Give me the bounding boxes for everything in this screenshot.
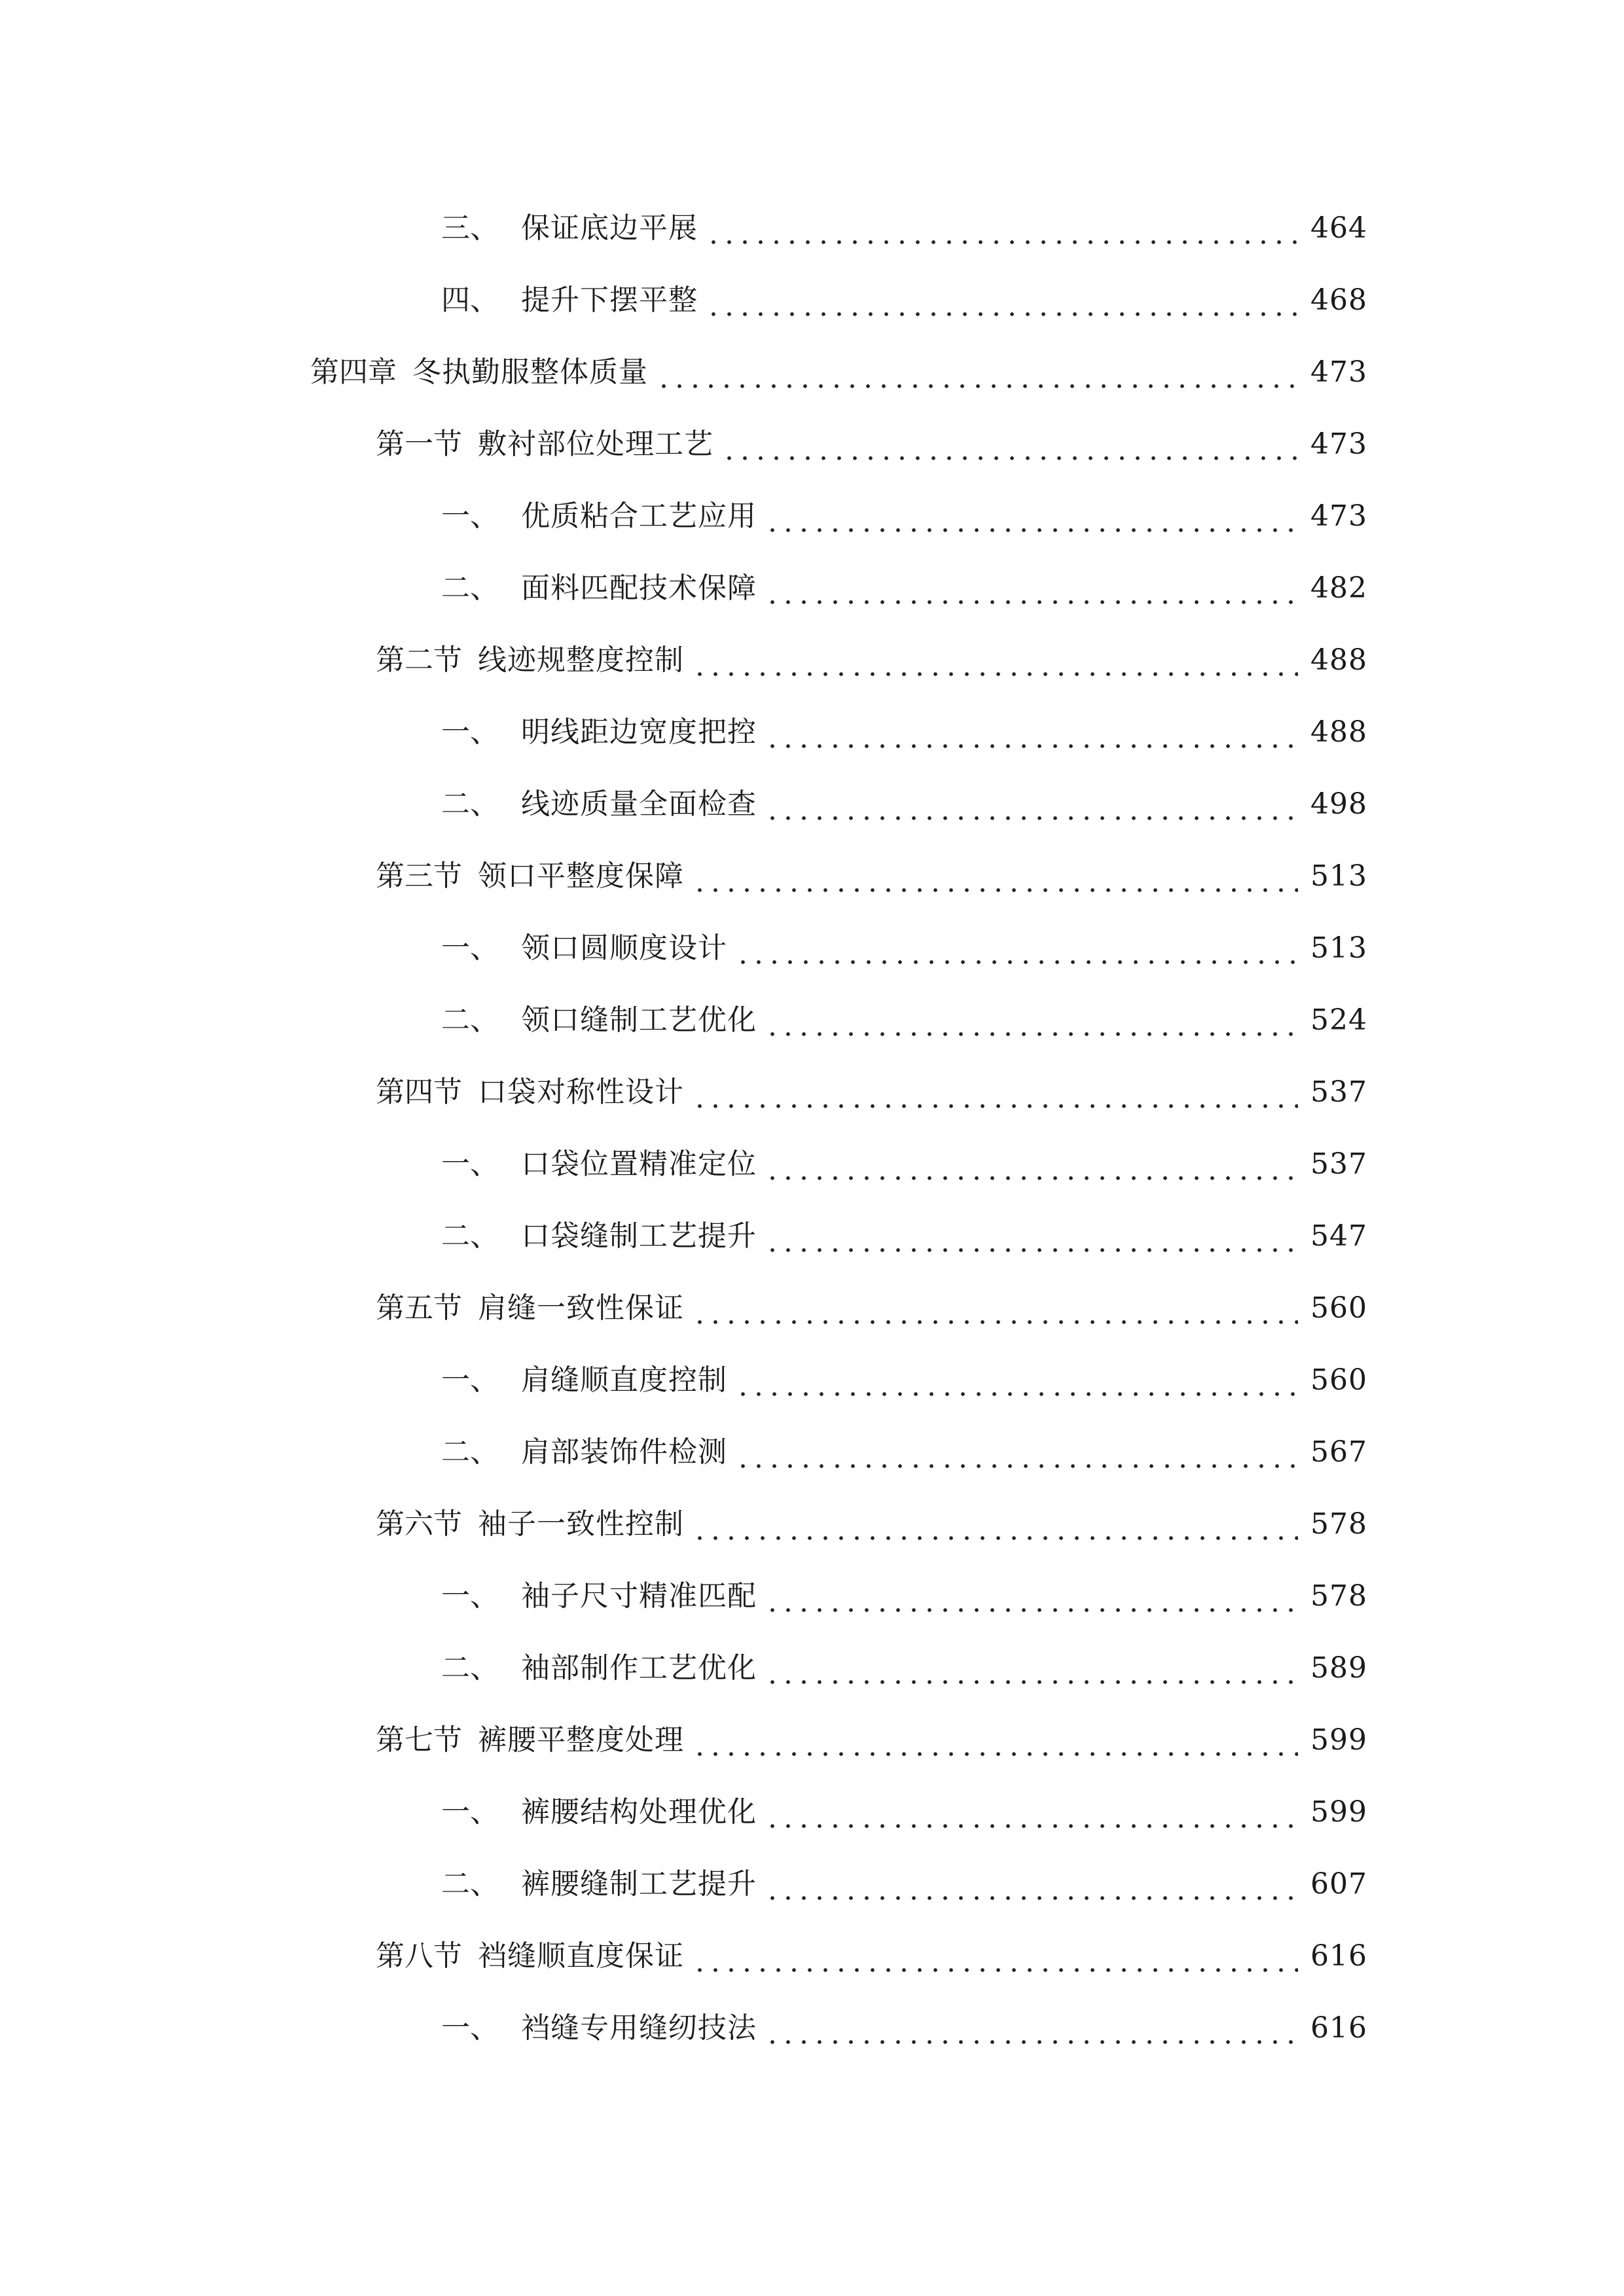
dot-leader [692, 1282, 1298, 1335]
dot-leader [692, 1066, 1298, 1119]
toc-entry-title: 线迹质量全面检查 [521, 787, 757, 821]
toc-section-entry[interactable] [0, 1498, 1624, 1551]
toc-entry-number: 二、 [441, 571, 499, 605]
toc-entry-number: 二、 [441, 787, 499, 821]
toc-entry-page: 513 [1310, 931, 1367, 965]
toc-entry-page: 498 [1310, 787, 1367, 821]
toc-entry-page: 607 [1310, 1867, 1367, 1901]
toc-section-entry[interactable] [0, 1066, 1624, 1119]
toc-entry-number: 二、 [441, 1219, 499, 1253]
dot-leader [735, 1426, 1298, 1479]
toc-entry-title: 优质粘合工艺应用 [521, 499, 757, 533]
toc-entry-number: 一、 [441, 931, 499, 965]
toc-entry-number: 一、 [441, 499, 499, 533]
toc-entry-number: 二、 [441, 1867, 499, 1901]
toc-entry-number: 二、 [441, 1435, 499, 1469]
dot-leader [765, 706, 1298, 759]
dot-leader [692, 1930, 1298, 1982]
toc-entry-page: 547 [1310, 1219, 1367, 1253]
toc-entry[interactable] [0, 2002, 1624, 2054]
toc-entry-title: 肩缝顺直度控制 [521, 1363, 727, 1397]
toc-entry[interactable] [0, 202, 1624, 255]
toc-section-entry[interactable] [0, 634, 1624, 687]
dot-leader [706, 274, 1298, 327]
toc-entry-title: 保证底边平展 [521, 211, 698, 245]
toc-entry-page: 560 [1310, 1363, 1367, 1397]
toc-entry-number: 第三节 [376, 859, 462, 893]
toc-entry[interactable] [0, 1858, 1624, 1910]
toc-entry-page: 599 [1310, 1795, 1367, 1829]
toc-entry-page: 567 [1310, 1435, 1367, 1469]
toc-entry-title: 线迹规整度控制 [478, 643, 684, 677]
toc-entry-number: 一、 [441, 1795, 499, 1829]
toc-entry-title: 口袋对称性设计 [478, 1075, 684, 1109]
toc-entry-title: 袖部制作工艺优化 [521, 1651, 757, 1685]
toc-entry-page: 578 [1310, 1507, 1367, 1541]
dot-leader [765, 490, 1298, 543]
toc-entry[interactable] [0, 1642, 1624, 1695]
toc-entry[interactable] [0, 1210, 1624, 1263]
toc-entry-title: 裤腰缝制工艺提升 [521, 1867, 757, 1901]
toc-entry-title: 口袋位置精准定位 [521, 1147, 757, 1181]
dot-leader [765, 1138, 1298, 1191]
toc-entry[interactable] [0, 274, 1624, 327]
toc-entry[interactable] [0, 922, 1624, 975]
toc-entry-number: 二、 [441, 1003, 499, 1037]
toc-entry-number: 第四章 [310, 355, 397, 389]
toc-section-entry[interactable] [0, 418, 1624, 471]
toc-entry-page: 468 [1310, 283, 1367, 317]
toc-section-entry[interactable] [0, 1930, 1624, 1982]
toc-entry[interactable] [0, 778, 1624, 831]
toc-entry-page: 473 [1310, 427, 1367, 461]
dot-leader [765, 1642, 1298, 1695]
toc-entry-title: 裆缝专用缝纫技法 [521, 2011, 757, 2045]
toc-entry-number: 第一节 [376, 427, 462, 461]
toc-entry-title: 肩部装饰件检测 [521, 1435, 727, 1469]
toc-entry-title: 袖子尺寸精准匹配 [521, 1579, 757, 1613]
toc-entry-number: 二、 [441, 1651, 499, 1685]
toc-entry[interactable] [0, 1570, 1624, 1623]
toc-entry-page: 616 [1310, 2011, 1367, 2045]
toc-entry-page: 473 [1310, 499, 1367, 533]
toc-entry-number: 三、 [441, 211, 499, 245]
toc-entry-page: 589 [1310, 1651, 1367, 1685]
toc-entry-number: 一、 [441, 2011, 499, 2045]
toc-entry-page: 616 [1310, 1939, 1367, 1973]
toc-entry-page: 537 [1310, 1075, 1367, 1109]
toc-entry-title: 面料匹配技术保障 [521, 571, 757, 605]
toc-entry-page: 537 [1310, 1147, 1367, 1181]
toc-entry-number: 第二节 [376, 643, 462, 677]
toc-entry[interactable] [0, 1138, 1624, 1191]
toc-entry-title: 裤腰结构处理优化 [521, 1795, 757, 1829]
toc-entry-page: 578 [1310, 1579, 1367, 1613]
toc-section-entry[interactable] [0, 1714, 1624, 1767]
toc-entry-title: 明线距边宽度把控 [521, 715, 757, 749]
dot-leader [765, 994, 1298, 1047]
dot-leader [692, 634, 1298, 687]
toc-section-entry[interactable] [0, 1282, 1624, 1335]
toc-entry-title: 敷衬部位处理工艺 [478, 427, 713, 461]
dot-leader [692, 1714, 1298, 1767]
dot-leader [706, 202, 1298, 255]
toc-entry-title: 袖子一致性控制 [478, 1507, 684, 1541]
toc-entry[interactable] [0, 706, 1624, 759]
toc-entry-number: 四、 [441, 283, 499, 317]
toc-chapter-entry[interactable] [0, 346, 1624, 399]
toc-entry[interactable] [0, 562, 1624, 615]
toc-entry-page: 488 [1310, 715, 1367, 749]
toc-entry-number: 一、 [441, 1363, 499, 1397]
dot-leader [765, 1858, 1298, 1910]
dot-leader [765, 1786, 1298, 1839]
toc-entry-title: 领口平整度保障 [478, 859, 684, 893]
toc-entry-number: 第七节 [376, 1723, 462, 1757]
toc-entry[interactable] [0, 994, 1624, 1047]
toc-entry-page: 488 [1310, 643, 1367, 677]
toc-entry[interactable] [0, 1426, 1624, 1479]
toc-entry-number: 第四节 [376, 1075, 462, 1109]
dot-leader [765, 2002, 1298, 2054]
toc-section-entry[interactable] [0, 850, 1624, 903]
dot-leader [692, 850, 1298, 903]
toc-entry-page: 473 [1310, 355, 1367, 389]
dot-leader [765, 1210, 1298, 1263]
toc-entry-page: 482 [1310, 571, 1367, 605]
toc-entry-page: 524 [1310, 1003, 1367, 1037]
dot-leader [765, 1570, 1298, 1623]
toc-entry-page: 599 [1310, 1723, 1367, 1757]
toc-entry[interactable] [0, 1786, 1624, 1839]
toc-entry[interactable] [0, 1354, 1624, 1407]
toc-entry-title: 领口缝制工艺优化 [521, 1003, 757, 1037]
dot-leader [765, 778, 1298, 831]
toc-entry-number: 第五节 [376, 1291, 462, 1325]
dot-leader [735, 1354, 1298, 1407]
dot-leader [656, 346, 1298, 399]
toc-entry-title: 口袋缝制工艺提升 [521, 1219, 757, 1253]
toc-entry-number: 第六节 [376, 1507, 462, 1541]
toc-entry-title: 提升下摆平整 [521, 283, 698, 317]
dot-leader [692, 1498, 1298, 1551]
toc-entry-page: 464 [1310, 211, 1367, 245]
toc-entry-number: 一、 [441, 1147, 499, 1181]
toc-entry-number: 第八节 [376, 1939, 462, 1973]
dot-leader [765, 562, 1298, 615]
toc-entry-number: 一、 [441, 1579, 499, 1613]
toc-entry-title: 肩缝一致性保证 [478, 1291, 684, 1325]
dot-leader [735, 922, 1298, 975]
toc-entry-page: 560 [1310, 1291, 1367, 1325]
toc-entry-number: 一、 [441, 715, 499, 749]
dot-leader [721, 418, 1298, 471]
toc-entry[interactable] [0, 490, 1624, 543]
toc-entry-title: 冬执勤服整体质量 [412, 355, 648, 389]
toc-entry-title: 裤腰平整度处理 [478, 1723, 684, 1757]
toc-entry-page: 513 [1310, 859, 1367, 893]
toc-entry-title: 领口圆顺度设计 [521, 931, 727, 965]
toc-entry-title: 裆缝顺直度保证 [478, 1939, 684, 1973]
